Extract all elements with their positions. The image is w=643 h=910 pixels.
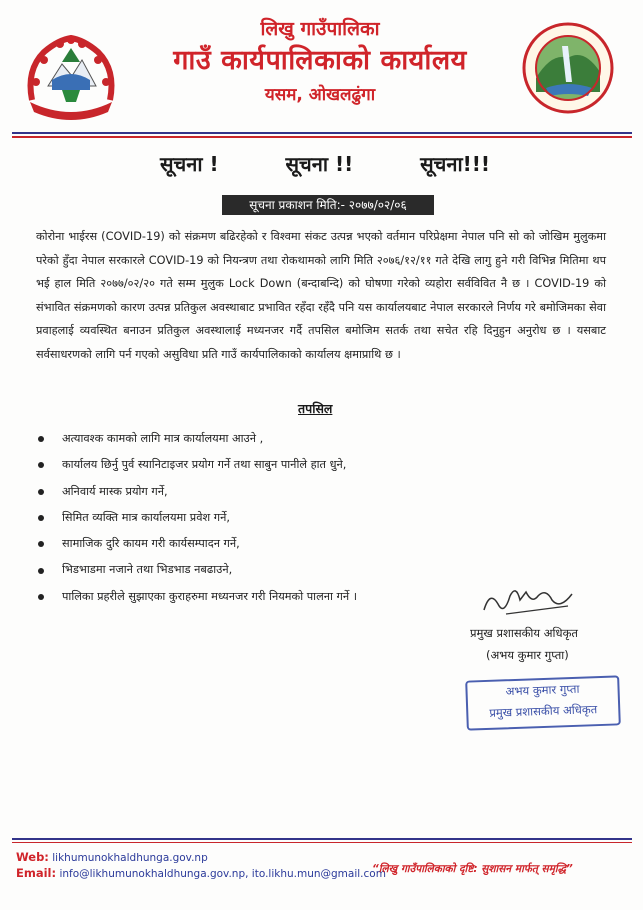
letterhead [120, 12, 520, 108]
notice-word-3: सूचना!!! [420, 152, 490, 176]
list-item: अत्यावश्क कामको लागि मात्र कार्यालयमा आउने , [38, 426, 598, 452]
footer-rule-blue [12, 838, 632, 840]
office-name: गाउँ कार्यपालिकाको कार्यालय [173, 45, 467, 76]
list-item: पालिका प्रहरीले सुझाएका कुराहरुमा मध्यनजर गरी नियमको पालना गर्ने । [38, 584, 598, 610]
office-address: यसम, ओखलढुंगा [264, 85, 376, 105]
header-rule-blue [12, 132, 632, 134]
handwritten-signature [476, 570, 586, 630]
email-link[interactable]: info@likhumunokhaldhunga.gov.np, ito.likhu.mun@gmail.com [59, 868, 386, 880]
bullet-icon [38, 594, 44, 600]
email-label: Email: [16, 866, 57, 880]
bullet-icon [38, 489, 44, 495]
notice-heading [160, 150, 490, 177]
bullet-icon [38, 436, 44, 442]
bullet-icon [38, 462, 44, 468]
notice-word-2: सूचना !! [285, 152, 354, 176]
footer-web [16, 850, 208, 864]
list-item: भिडभाडमा नजाने तथा भिडभाड नबढाउने, [38, 557, 598, 583]
bullet-icon [38, 541, 44, 547]
list-item: कार्यालय छिर्नु पुर्व स्यानिटाइजर प्रयोग गर्ने तथा साबुन पानीले हात धुने, [38, 452, 598, 478]
footer-email [16, 866, 386, 880]
stamp-name: अभय कुमार गुप्ता [505, 681, 580, 699]
notice-word-1: सूचना ! [160, 152, 219, 176]
signatory-title: प्रमुख प्रशासकीय अधिकृत [470, 626, 578, 640]
municipality-seal-icon [522, 22, 614, 114]
bullet-icon [38, 568, 44, 574]
list-item: अनिवार्य मास्क प्रयोग गर्ने, [38, 479, 598, 505]
list-item: सामाजिक दुरि कायम गरी कार्यसम्पादन गर्ने, [38, 531, 598, 557]
stamp-title: प्रमुख प्रशासकीय अधिकृत [489, 702, 598, 720]
notice-body-paragraph: कोरोना भाईरस (COVID-19) को संक्रमण बढिरहेको र विश्वमा संकट उत्पन्न भएको वर्तमान परिप्रेक्षमा नेपाल पनि सो को जोखिम मुलुकमा परेको हुँदा नेपाल सरकारले COVID-19 को नियन्त्रण तथा रोकथामको लागि मिति २०७६/१२/११ गते देखि लागु हुने गरी विभिन्न मितिमा थप भई हाल मिति २०७७/०२/२० गते सम्म मुलुक Lock Down (बन्दाबन्दि) को घोषणा गरेको व्यहोरा सर्वविवित नै छ । COVID-19 को संभावित संक्रमणको कारण उत्पन्न प्रतिकुल अवस्थाबाट प्रभावित रहँदा रहँदै पनि यस कार्यालयबाट नेपाल सरकारले निर्णय गरे बमोजिमका सेवा प्रवाहलाई व्यवस्थित बनाउन प्रतिकुल अवस्थालाई मध्यनजर गर्दै तपसिल बमोजिम सतर्क तथा सचेत रहि दिनुहुन अनुरोध छ । यसबाट सर्वसाधरणको लागि पर्न गएको असुविधा प्रति गाउँ कार्यपालिकाको कार्यालय क्षमाप्राथि छ । [36, 230, 606, 361]
footer-rule-red [12, 842, 632, 843]
official-stamp [465, 675, 621, 730]
list-item: सिमित व्यक्ति मात्र कार्यालयमा प्रवेश गर्ने, [38, 505, 598, 531]
web-label: Web: [16, 850, 49, 864]
bullet-icon [38, 515, 44, 521]
nepal-emblem-icon [22, 30, 120, 122]
footer-motto: “लिखु गाउँपालिकाको दृष्टि: सुशासन मार्फत् समृद्धि” [372, 863, 573, 875]
header-rule-red [12, 136, 632, 138]
municipality-name: लिखु गाउँपालिका [260, 18, 380, 40]
signatory-name: (अभय कुमार गुप्ता) [486, 648, 569, 662]
list-subheading: तपसिल [298, 401, 333, 416]
web-link[interactable]: likhumunokhaldhunga.gov.np [52, 852, 208, 864]
publication-date: सूचना प्रकाशन मिति:- २०७७/०२/०६ [222, 195, 434, 215]
